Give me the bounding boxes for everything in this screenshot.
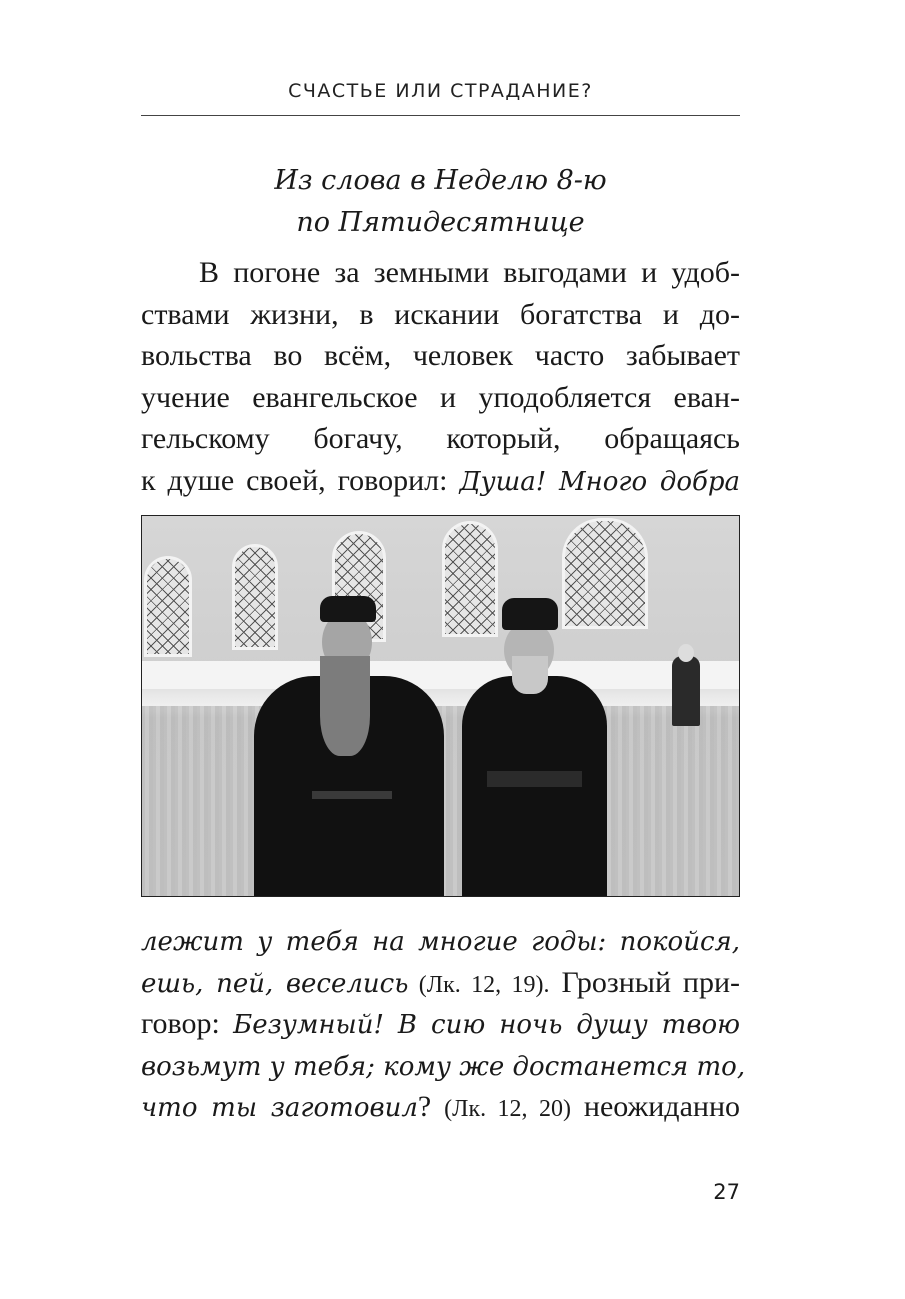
scripture-quote: Душа! Много добра	[459, 466, 740, 497]
text-line: ешь, пей, веселись (Лк. 12, 19). Грозный при-	[141, 965, 741, 999]
text-line: говор: Безумный! В сию ночь душу твою	[141, 1007, 740, 1040]
photo-monk-right-belt	[487, 771, 582, 787]
photo-background-figure	[672, 656, 700, 726]
text-line: возьмут у тебя; кому же достанется то,	[141, 1051, 746, 1082]
photo-monk-left-beard	[320, 656, 370, 756]
section-title-line-1: Из слова в Неделю 8-ю	[274, 165, 607, 196]
photo-window	[232, 544, 278, 650]
scripture-reference: (Лк. 12, 20)	[444, 1096, 571, 1122]
running-head: СЧАСТЬЕ ИЛИ СТРАДАНИЕ?	[288, 80, 593, 102]
text-line: лежит у тебя на многие годы: покойся,	[141, 927, 740, 957]
photo-window	[562, 518, 648, 629]
photo-background-figure-head	[678, 644, 694, 662]
page-number: 27	[713, 1180, 740, 1204]
photograph-monks	[141, 515, 740, 897]
text-line: что ты заготовил? (Лк. 12, 20) неожиданно	[141, 1090, 740, 1123]
photo-monk-right-hat	[502, 598, 558, 630]
text-line: ствами жизни, в искании богатства и до-	[141, 297, 740, 331]
paragraph-2	[141, 920, 746, 1128]
photo-monk-right-beard	[512, 656, 548, 694]
header-divider	[141, 115, 740, 116]
photo-monk-left-belt	[312, 791, 392, 799]
photo-monk-left-hat	[320, 596, 376, 622]
paragraph-1	[141, 252, 740, 501]
photo-window	[144, 556, 192, 657]
text-line: вольства во всём, человек часто забывает	[141, 339, 740, 372]
text-line: В погоне за земными выгодами и удоб-	[199, 256, 740, 289]
scripture-reference: (Лк. 12, 19).	[408, 971, 550, 998]
section-title-line-2: по Пятидесятнице	[296, 207, 585, 238]
text-line: учение евангельское и уподобляется еван-	[141, 380, 740, 414]
section-title	[141, 160, 740, 244]
text-line: к душе своей, говорил: Душа! Много добра	[141, 463, 740, 497]
text-line: гельскому богачу, который, обращаясь	[141, 422, 740, 455]
photo-wall-band	[142, 661, 739, 689]
photo-window	[442, 521, 498, 637]
